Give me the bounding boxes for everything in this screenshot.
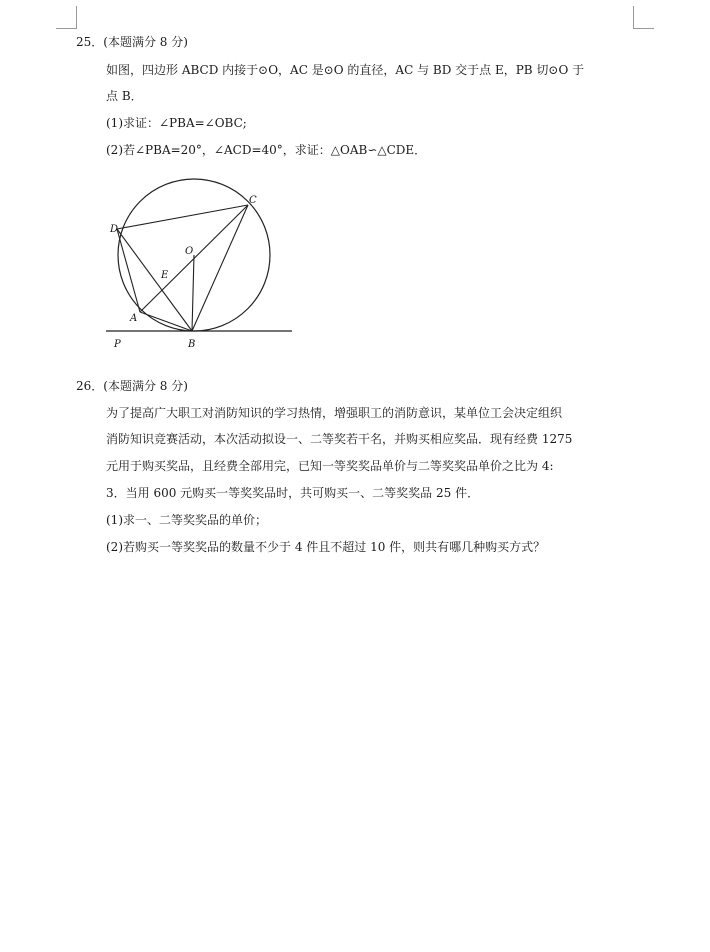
- q26-text-line1: 为了提高广大职工对消防知识的学习热情，增强职工的消防意识，某单位工会决定组织: [106, 406, 563, 420]
- q26-part2: (2)若购买一等奖奖品的数量不少于 4 件且不超过 10 件，则共有哪几种购买方式？: [106, 540, 546, 554]
- q25-header: 25．(本题满分 8 分): [76, 35, 188, 49]
- q25-part2: (2)若∠PBA=20°，∠ACD=40°，求证：△OAB∽△CDE．: [106, 143, 427, 157]
- segment-db: [117, 229, 192, 331]
- page-corner-mark-right: [633, 6, 654, 29]
- q25-text-line2: 点 B．: [106, 89, 143, 103]
- segment-dc: [117, 205, 248, 229]
- segment-ab: [140, 312, 192, 331]
- page-corner-mark-left: [56, 6, 77, 29]
- q26-text-line3: 元用于购买奖品，且经费全部用完，已知一等奖奖品单价与二等奖奖品单价之比为 4:: [106, 459, 554, 473]
- q26-text-line2: 消防知识竞赛活动，本次活动拟设一、二等奖若干名，并购买相应奖品．现有经费 1275: [106, 432, 573, 446]
- label-b: B: [188, 339, 196, 350]
- label-p: P: [114, 339, 121, 350]
- q25-geometry-figure: [100, 172, 300, 356]
- q26-header: 26．(本题满分 8 分): [76, 379, 188, 393]
- label-a: A: [130, 313, 138, 324]
- label-o: O: [185, 246, 194, 257]
- label-d: D: [110, 224, 119, 235]
- label-c: C: [249, 195, 257, 206]
- segment-ob: [192, 255, 194, 331]
- segment-bc: [192, 205, 248, 331]
- q25-part1: (1)求证：∠PBA=∠OBC;: [106, 116, 247, 130]
- q25-text-line1: 如图，四边形 ABCD 内接于⊙O，AC 是⊙O 的直径，AC 与 BD 交于点 E，PB 切⊙O 于: [106, 63, 585, 77]
- label-e: E: [161, 270, 169, 281]
- q26-part1: (1)求一、二等奖奖品的单价；: [106, 513, 267, 527]
- segment-da: [117, 229, 140, 312]
- q26-text-line4: 3．当用 600 元购买一等奖奖品时，共可购买一、二等奖奖品 25 件．: [106, 486, 480, 500]
